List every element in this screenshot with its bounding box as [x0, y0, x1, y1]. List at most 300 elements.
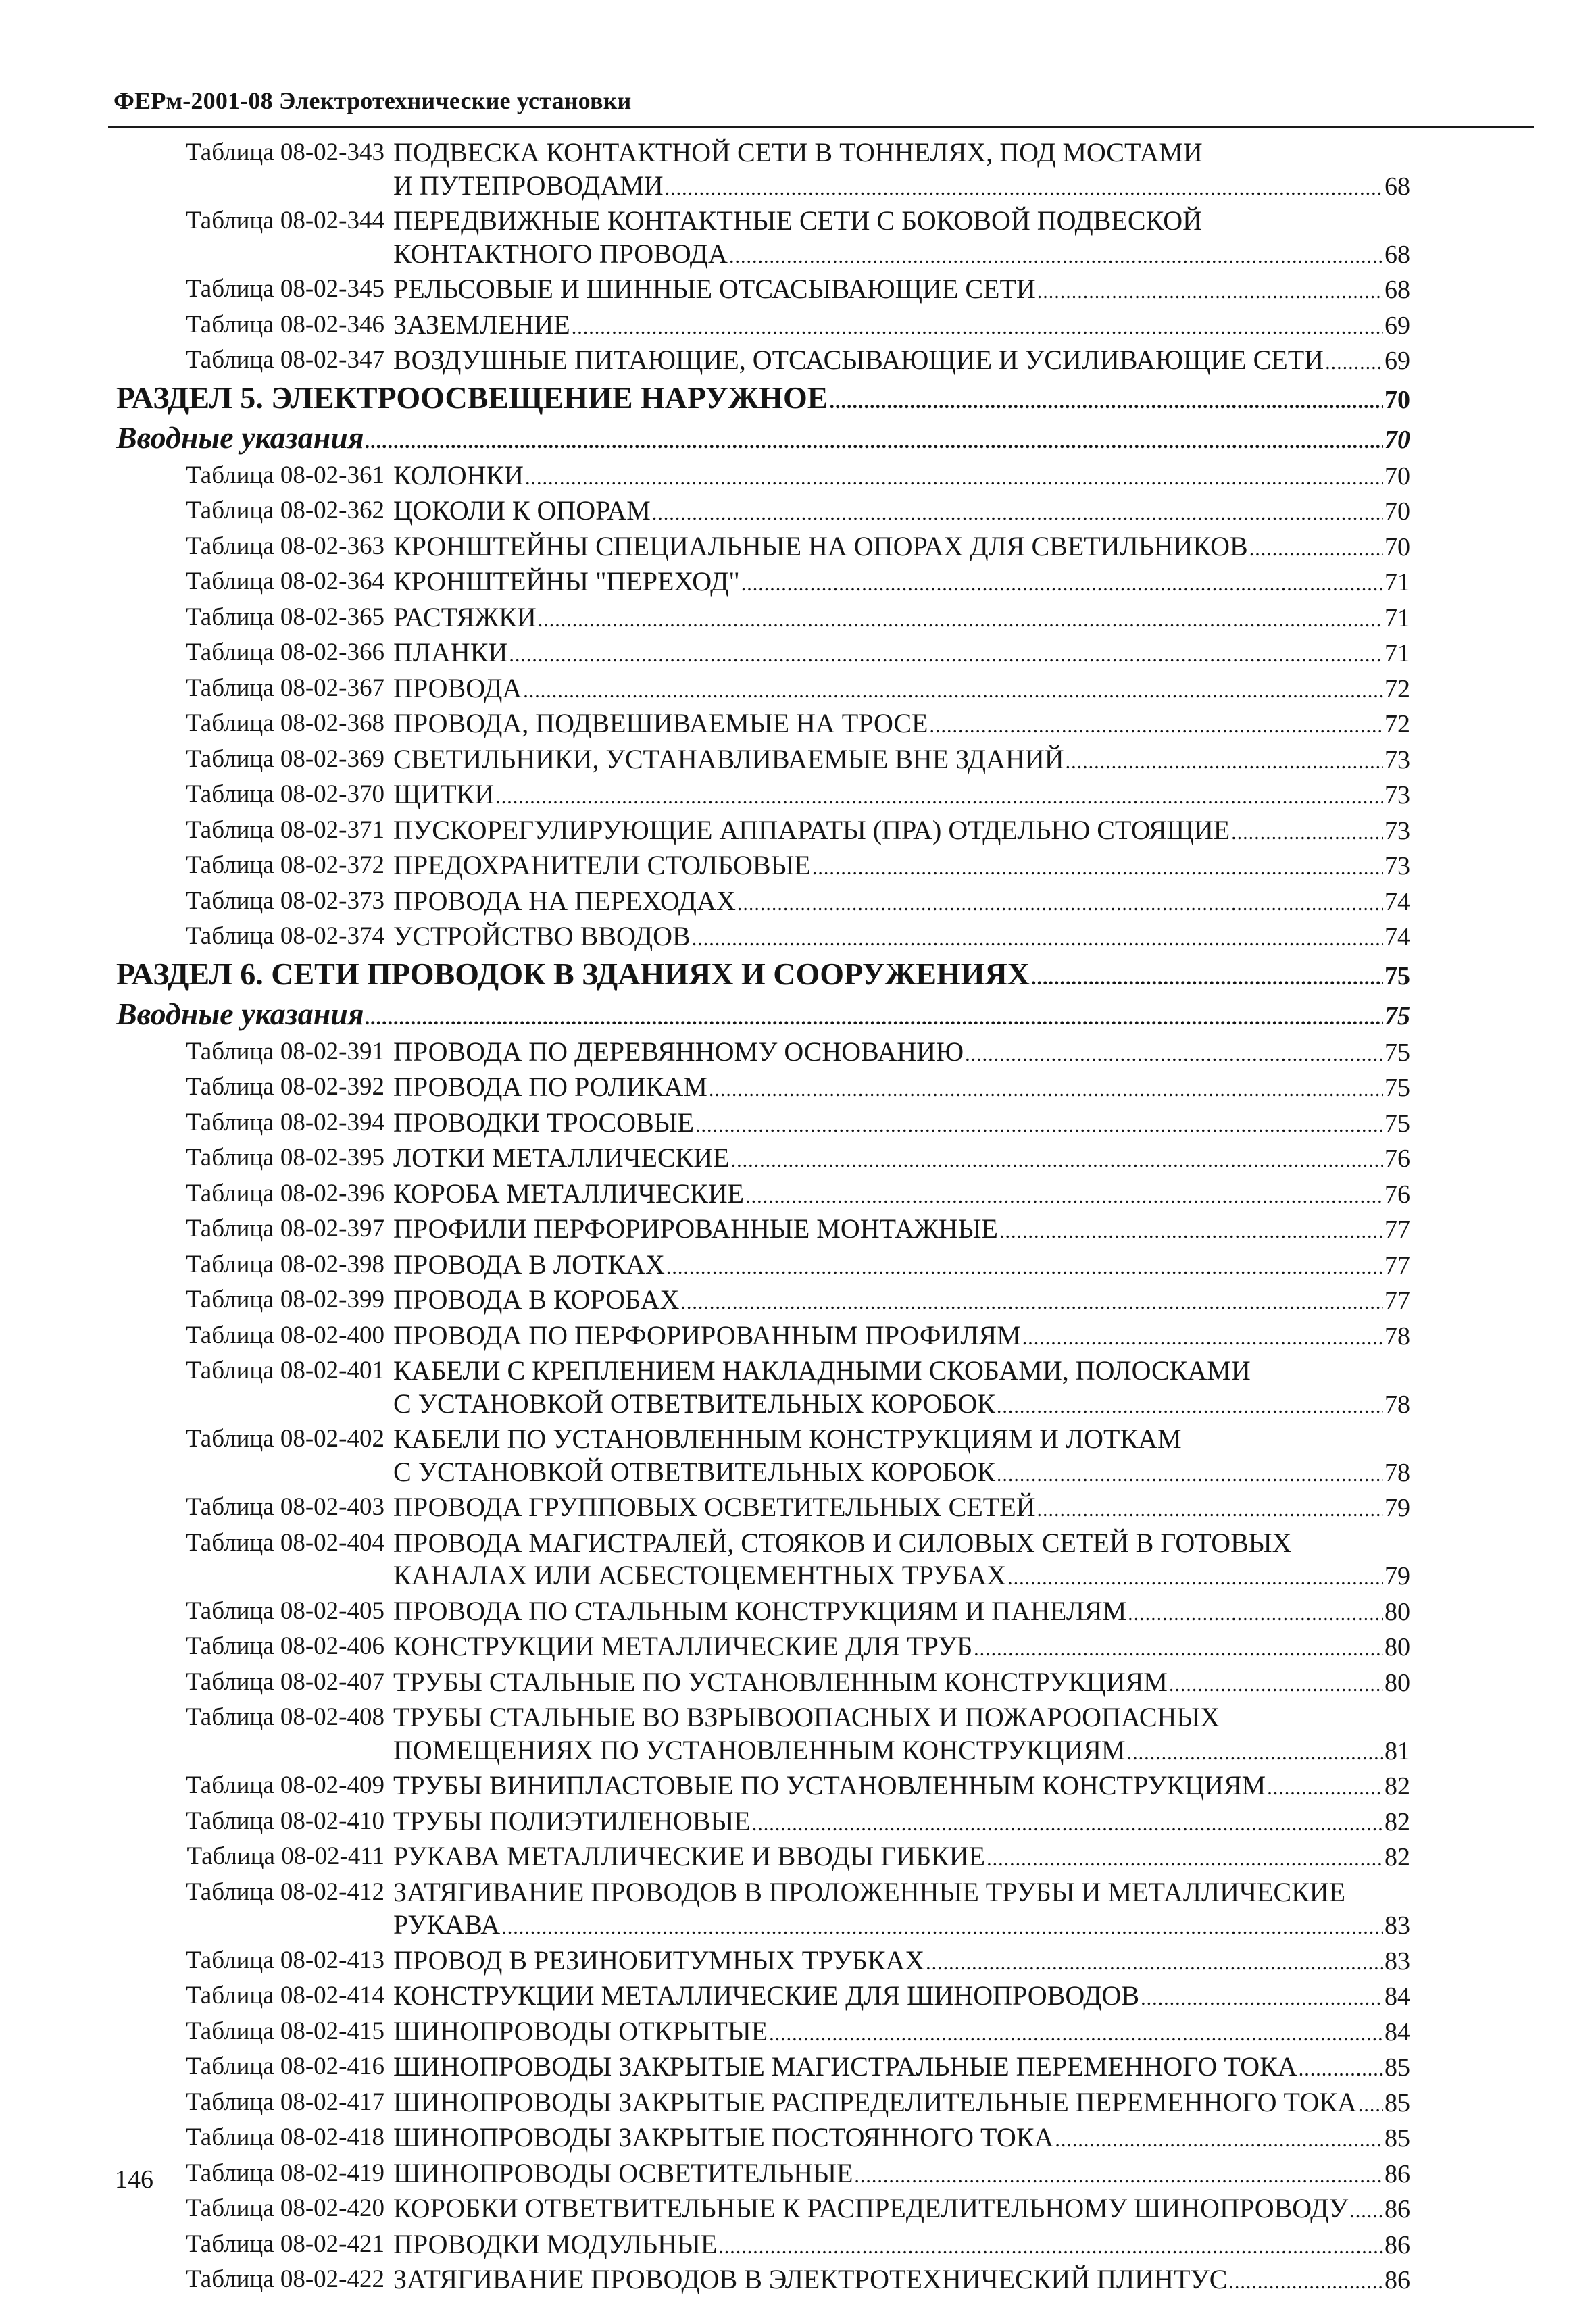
toc-page-number: 75 [1385, 1001, 1410, 1030]
toc-page-number: 83 [1385, 1946, 1410, 1976]
toc-table-number: Таблица 08-02-409 [186, 1771, 384, 1799]
toc-table-number: Таблица 08-02-407 [186, 1667, 384, 1696]
dot-leader [665, 172, 1383, 205]
toc-entry [116, 1701, 1410, 1769]
toc-entry-line [393, 344, 1410, 380]
toc-page-number: 70 [1385, 532, 1410, 561]
toc-entry [116, 2192, 1410, 2228]
toc-entry [116, 885, 1410, 921]
toc-entry-line [393, 1142, 1410, 1178]
toc-entry-line [393, 601, 1410, 637]
toc-table-number: Таблица 08-02-345 [186, 275, 384, 303]
toc-entry [116, 495, 1410, 530]
toc-table-number: Таблица 08-02-369 [186, 745, 384, 773]
toc-entry-body [393, 2228, 1410, 2264]
toc-table-number: Таблица 08-02-365 [186, 603, 384, 631]
toc-entry-title: ТРУБЫ ВИНИПЛАСТОВЫЕ ПО УСТАНОВЛЕННЫМ КОНСТРУКЦИЯМ [393, 1770, 1266, 1801]
toc-entry-line [393, 565, 1410, 601]
toc-entry-line [393, 273, 1410, 309]
toc-section-heading [116, 956, 1410, 997]
toc-entry [116, 1666, 1410, 1702]
toc-entry-title: ПОМЕЩЕНИЯХ ПО УСТАНОВЛЕННЫМ КОНСТРУКЦИЯМ [393, 1734, 1126, 1765]
toc-entry-title: КОНСТРУКЦИИ МЕТАЛЛИЧЕСКИЕ ДЛЯ ШИНОПРОВОДОВ [393, 1980, 1140, 2011]
toc-table-number: Таблица 08-02-417 [186, 2088, 384, 2116]
toc-table-number: Таблица 08-02-397 [186, 1215, 384, 1242]
toc-entry-title: ЗАТЯГИВАНИЕ ПРОВОДОВ В ПРОЛОЖЕННЫЕ ТРУБЫ И МЕТАЛЛИЧЕСКИЕ [393, 1876, 1346, 1907]
toc-entry-body [393, 778, 1410, 814]
toc-entry [116, 707, 1410, 743]
toc-entry-line [393, 205, 1410, 238]
toc-entry-line [393, 1319, 1410, 1355]
toc-table-number: Таблица 08-02-344 [186, 207, 384, 234]
toc-entry [116, 2086, 1410, 2122]
dot-leader [745, 1180, 1383, 1213]
toc-entry-line [393, 2192, 1410, 2228]
toc-entry-line [393, 1178, 1410, 1213]
toc-entry-body [393, 885, 1410, 921]
toc-entry-title: ТРУБЫ СТАЛЬНЫЕ ПО УСТАНОВЛЕННЫМ КОНСТРУКЦИЯМ [393, 1666, 1168, 1697]
toc-page-number: 68 [1385, 276, 1410, 304]
toc-entry-body [393, 849, 1410, 885]
toc-page-number: 69 [1385, 347, 1410, 375]
toc-page-number: 86 [1385, 2159, 1410, 2188]
toc-entry-line [393, 849, 1410, 885]
toc-entry-title: ТРУБЫ СТАЛЬНЫЕ ВО ВЗРЫВООПАСНЫХ И ПОЖАРООПАСНЫХ [393, 1702, 1220, 1732]
toc-page-number: 73 [1385, 852, 1410, 880]
toc-page-number: 85 [1385, 2088, 1410, 2117]
toc-entry-body [116, 420, 1410, 459]
toc-entry-title: ПЕРЕДВИЖНЫЕ КОНТАКТНЫЕ СЕТИ С БОКОВОЙ ПОДВЕСКОЙ [393, 205, 1203, 236]
toc-entry-body [393, 1980, 1410, 2015]
toc-entry-body [393, 136, 1410, 205]
toc-entry-line [116, 420, 1410, 459]
toc-entry-title: ЛОТКИ МЕТАЛЛИЧЕСКИЕ [393, 1142, 730, 1173]
toc-table-number: Таблица 08-02-400 [186, 1321, 384, 1349]
toc-entry-body [393, 309, 1410, 345]
toc-entry [116, 1527, 1410, 1595]
toc-page-number: 74 [1385, 887, 1410, 916]
toc-entry [116, 1284, 1410, 1319]
toc-entry-line [393, 1769, 1410, 1805]
toc-intro-heading [116, 997, 1410, 1036]
toc-entry [116, 1071, 1410, 1107]
toc-entry-body [393, 601, 1410, 637]
toc-entry-line [393, 778, 1410, 814]
toc-entry-body [393, 1423, 1410, 1491]
toc-page-number: 86 [1385, 2230, 1410, 2259]
toc-page-number: 74 [1385, 923, 1410, 951]
toc-entry-body [393, 344, 1410, 380]
toc-entry [116, 1595, 1410, 1631]
toc-entry-line [393, 2263, 1410, 2299]
toc-entry [116, 1630, 1410, 1666]
table-of-contents [116, 136, 1410, 2299]
toc-entry-line [393, 707, 1410, 743]
toc-entry-line [393, 1734, 1410, 1770]
toc-page-number: 70 [1385, 497, 1410, 526]
toc-entry-line [393, 2121, 1410, 2157]
toc-entry [116, 1213, 1410, 1249]
toc-page-number: 76 [1385, 1180, 1410, 1209]
dot-leader [709, 1074, 1383, 1107]
toc-page-number: 83 [1385, 1911, 1410, 1940]
toc-entry-title: КАНАЛАХ ИЛИ АСБЕСТОЦЕМЕНТНЫХ ТРУБАХ [393, 1560, 1007, 1590]
toc-entry-title: КОНСТРУКЦИИ МЕТАЛЛИЧЕСКИЕ ДЛЯ ТРУБ [393, 1631, 973, 1661]
dot-leader [854, 2160, 1383, 2193]
toc-entry-title: ПРОВОДА ПО СТАЛЬНЫМ КОНСТРУКЦИЯМ И ПАНЕЛЯМ [393, 1595, 1127, 1626]
toc-entry [116, 1178, 1410, 1213]
dot-leader [929, 710, 1383, 743]
toc-entry-title: ПРОВОДА ПО ДЕРЕВЯННОМУ ОСНОВАНИЮ [393, 1036, 964, 1067]
dot-leader [997, 1390, 1383, 1424]
toc-entry [116, 1840, 1410, 1876]
toc-entry-title: ПРОВОДА В КОРОБАХ [393, 1284, 680, 1315]
toc-table-number: Таблица 08-02-394 [186, 1108, 384, 1136]
toc-page-number: 78 [1385, 1458, 1410, 1487]
toc-entry-line [393, 238, 1410, 274]
dot-leader [769, 2018, 1383, 2051]
toc-page-number: 73 [1385, 781, 1410, 809]
toc-entry-body [393, 2121, 1410, 2157]
dot-leader [1022, 1322, 1383, 1355]
toc-entry-body [393, 1666, 1410, 1702]
toc-entry-title: ЩИТКИ [393, 779, 495, 809]
toc-entry-title: ПРЕДОХРАНИТЕЛИ СТОЛБОВЫЕ [393, 850, 811, 880]
toc-page-number: 71 [1385, 603, 1410, 632]
dot-leader [1228, 2266, 1383, 2299]
toc-table-number: Таблица 08-02-406 [186, 1632, 384, 1660]
dot-leader [741, 568, 1383, 601]
toc-table-number: Таблица 08-02-412 [186, 1878, 384, 1906]
toc-entry [116, 601, 1410, 637]
toc-entry-line [393, 170, 1410, 205]
dot-leader [501, 1911, 1383, 1944]
toc-entry [116, 1491, 1410, 1527]
toc-table-number: Таблица 08-02-419 [186, 2159, 384, 2187]
toc-entry-line [393, 1559, 1410, 1595]
dot-leader [999, 1215, 1383, 1249]
toc-entry [116, 1319, 1410, 1355]
dot-leader [1055, 2124, 1383, 2157]
toc-entry [116, 2157, 1410, 2193]
dot-leader [1037, 1494, 1383, 1527]
toc-page-number: 78 [1385, 1322, 1410, 1351]
dot-leader [1141, 1982, 1383, 2015]
toc-entry-line [393, 1249, 1410, 1284]
toc-entry-body [393, 1840, 1410, 1876]
toc-entry-body [393, 1769, 1410, 1805]
header-rule [108, 126, 1534, 128]
toc-entry-line [393, 636, 1410, 672]
toc-entry-body [393, 2192, 1410, 2228]
toc-page-number: 84 [1385, 1982, 1410, 2011]
toc-entry-body [393, 1595, 1410, 1631]
dot-leader [718, 2231, 1383, 2264]
toc-entry-line [393, 1491, 1410, 1527]
toc-entry-body [116, 380, 1410, 420]
toc-entry-body [393, 1319, 1410, 1355]
toc-intro-heading [116, 420, 1410, 459]
toc-entry-title: РУКАВА МЕТАЛЛИЧЕСКИЕ И ВВОДЫ ГИБКИЕ [393, 1841, 986, 1871]
toc-entry-body [393, 1527, 1410, 1595]
toc-page-number: 71 [1385, 639, 1410, 668]
toc-page-number: 80 [1385, 1633, 1410, 1661]
toc-entry-title: РАЗДЕЛ 5. ЭЛЕКТРООСВЕЩЕНИЕ НАРУЖНОЕ [116, 380, 828, 415]
toc-entry-body [393, 1876, 1410, 1944]
toc-entry-title: ШИНОПРОВОДЫ ОТКРЫТЫЕ [393, 2015, 768, 2046]
toc-entry [116, 2051, 1410, 2086]
toc-page-number: 73 [1385, 816, 1410, 845]
toc-entry [116, 920, 1410, 956]
toc-entry-line [393, 309, 1410, 345]
toc-entry-title: КАБЕЛИ С КРЕПЛЕНИЕМ НАКЛАДНЫМИ СКОБАМИ, ПОЛОСКАМИ [393, 1355, 1251, 1386]
toc-section-heading [116, 380, 1410, 420]
toc-table-number: Таблица 08-02-398 [186, 1250, 384, 1278]
toc-page-number: 73 [1385, 745, 1410, 774]
toc-table-number: Таблица 08-02-395 [186, 1144, 384, 1172]
toc-page-number: 75 [1385, 1038, 1410, 1067]
dot-leader [572, 311, 1383, 345]
toc-page-number: 71 [1385, 568, 1410, 597]
toc-entry-title: С УСТАНОВКОЙ ОТВЕТВИТЕЛЬНЫХ КОРОБОК [393, 1456, 995, 1487]
toc-entry-body [393, 1249, 1410, 1284]
toc-entry-title: КОРОБКИ ОТВЕТВИТЕЛЬНЫЕ К РАСПРЕДЕЛИТЕЛЬНОМУ ШИНОПРОВОДУ [393, 2193, 1349, 2223]
toc-entry-title: РАСТЯЖКИ [393, 601, 537, 632]
toc-entry-line [393, 672, 1410, 708]
toc-entry-title: ЦОКОЛИ К ОПОРАМ [393, 495, 651, 526]
toc-page-number: 77 [1385, 1215, 1410, 1244]
dot-leader [1007, 1562, 1383, 1595]
toc-entry-line [393, 1107, 1410, 1142]
toc-entry [116, 1142, 1410, 1178]
toc-entry [116, 459, 1410, 495]
toc-entry-line [393, 530, 1410, 566]
toc-entry-title: ЗАЗЕМЛЕНИЕ [393, 309, 570, 340]
toc-entry-body [393, 814, 1410, 850]
toc-entry-title: УСТРОЙСТВО ВВОДОВ [393, 921, 691, 951]
toc-entry-title: ПРОВОДА ПО РОЛИКАМ [393, 1072, 707, 1102]
toc-table-number: Таблица 08-02-413 [186, 1946, 384, 1974]
toc-entry-body [393, 1630, 1410, 1666]
toc-page-number: 80 [1385, 1597, 1410, 1626]
toc-entry-body [393, 1701, 1410, 1769]
toc-entry-line [393, 2157, 1410, 2193]
toc-table-number: Таблица 08-02-372 [186, 851, 384, 879]
dot-leader [1325, 347, 1383, 380]
toc-entry-line [393, 1213, 1410, 1249]
toc-entry-title: КРОНШТЕЙНЫ СПЕЦИАЛЬНЫЕ НА ОПОРАХ ДЛЯ СВЕТИЛЬНИКОВ [393, 530, 1248, 561]
toc-entry [116, 1107, 1410, 1142]
toc-entry-body [393, 495, 1410, 530]
toc-table-number: Таблица 08-02-396 [186, 1179, 384, 1207]
toc-entry-body [393, 1036, 1410, 1072]
toc-entry [116, 814, 1410, 850]
toc-table-number: Таблица 08-02-347 [186, 346, 384, 374]
toc-entry-title: ПЛАНКИ [393, 637, 508, 668]
toc-page-number: 85 [1385, 2124, 1410, 2153]
toc-table-number: Таблица 08-02-402 [186, 1425, 384, 1453]
toc-page-number: 82 [1385, 1807, 1410, 1836]
toc-entry [116, 344, 1410, 380]
toc-entry-title: ВОЗДУШНЫЕ ПИТАЮЩИЕ, ОТСАСЫВАЮЩИЕ И УСИЛИВАЮЩИЕ СЕТИ [393, 345, 1324, 375]
toc-entry-line [393, 920, 1410, 956]
toc-table-number: Таблица 08-02-346 [186, 310, 384, 338]
dot-leader [1267, 1772, 1383, 1805]
toc-entry [116, 1355, 1410, 1423]
dot-leader [366, 424, 1383, 459]
dot-leader [965, 1038, 1383, 1072]
toc-table-number: Таблица 08-02-363 [186, 532, 384, 560]
toc-entry-line [393, 1527, 1410, 1560]
toc-entry-line [393, 1980, 1410, 2015]
toc-page-number: 70 [1385, 385, 1410, 414]
toc-entry [116, 136, 1410, 205]
toc-page-number: 68 [1385, 172, 1410, 201]
toc-entry-line [393, 1388, 1410, 1424]
toc-entry-title: ПУСКОРЕГУЛИРУЮЩИЕ АППАРАТЫ (ПРА) ОТДЕЛЬНО СТОЯЩИЕ [393, 814, 1230, 845]
toc-page-number: 75 [1385, 1074, 1410, 1102]
dot-leader [729, 241, 1383, 274]
toc-entry-title: ШИНОПРОВОДЫ ОСВЕТИТЕЛЬНЫЕ [393, 2157, 853, 2188]
toc-entry-line [393, 1840, 1410, 1876]
toc-entry-title: СВЕТИЛЬНИКИ, УСТАНАВЛИВАЕМЫЕ ВНЕ ЗДАНИЙ [393, 743, 1064, 774]
dot-leader [731, 1145, 1383, 1178]
toc-entry-line [393, 495, 1410, 530]
toc-page-number: 84 [1385, 2017, 1410, 2046]
toc-table-number: Таблица 08-02-410 [186, 1807, 384, 1835]
toc-table-number: Таблица 08-02-361 [186, 461, 384, 489]
toc-table-number: Таблица 08-02-401 [186, 1357, 384, 1384]
toc-table-number: Таблица 08-02-403 [186, 1493, 384, 1521]
toc-entry-line [393, 1284, 1410, 1319]
toc-table-number: Таблица 08-02-422 [186, 2265, 384, 2293]
toc-entry-body [393, 920, 1410, 956]
dot-leader [997, 1459, 1383, 1492]
toc-entry-line [393, 1630, 1410, 1666]
toc-table-number: Таблица 08-02-418 [186, 2123, 384, 2151]
toc-entry-line [393, 814, 1410, 850]
toc-page-number: 78 [1385, 1390, 1410, 1419]
toc-table-number: Таблица 08-02-408 [186, 1703, 384, 1731]
dot-leader [525, 462, 1383, 495]
toc-page-number: 85 [1385, 2053, 1410, 2082]
dot-leader [495, 781, 1383, 814]
toc-entry-body [393, 2015, 1410, 2051]
toc-table-number: Таблица 08-02-373 [186, 886, 384, 915]
toc-entry-line [393, 1456, 1410, 1492]
running-header: ФЕРм-2001-08 Электротехнические установки [114, 87, 632, 114]
toc-page-number: 81 [1385, 1736, 1410, 1765]
toc-page-number: 86 [1385, 2195, 1410, 2223]
toc-entry-body [393, 1142, 1410, 1178]
toc-entry-line [393, 1423, 1410, 1456]
toc-entry-line [393, 1805, 1410, 1841]
toc-entry-line [393, 1071, 1410, 1107]
toc-entry-line [393, 743, 1410, 779]
toc-table-number: Таблица 08-02-392 [186, 1073, 384, 1101]
toc-page-number: 86 [1385, 2266, 1410, 2294]
toc-page-number: 69 [1385, 311, 1410, 340]
toc-entry-line [393, 2228, 1410, 2264]
dot-leader [666, 1251, 1383, 1284]
toc-entry [116, 672, 1410, 708]
toc-entry-body [393, 1355, 1410, 1423]
toc-page-number: 75 [1385, 961, 1410, 990]
toc-entry-body [393, 1213, 1410, 1249]
toc-entry [116, 1876, 1410, 1944]
toc-table-number: Таблица 08-02-374 [186, 922, 384, 950]
toc-entry-body [393, 743, 1410, 779]
toc-table-number: Таблица 08-02-415 [186, 2017, 384, 2045]
dot-leader [1358, 2089, 1383, 2122]
toc-entry-title: ШИНОПРОВОДЫ ЗАКРЫТЫЕ ПОСТОЯННОГО ТОКА [393, 2122, 1054, 2153]
toc-page-number: 82 [1385, 1772, 1410, 1801]
toc-entry-title: ШИНОПРОВОДЫ ЗАКРЫТЫЕ РАСПРЕДЕЛИТЕЛЬНЫЕ ПЕРЕМЕННОГО ТОКА [393, 2086, 1357, 2117]
toc-entry [116, 636, 1410, 672]
toc-entry-title: ПРОВОДКИ ТРОСОВЫЕ [393, 1107, 695, 1138]
toc-entry-line [116, 380, 1410, 420]
dot-leader [1169, 1669, 1383, 1702]
dot-leader [812, 852, 1383, 885]
toc-entry-line [393, 1876, 1410, 1909]
toc-entry [116, 1944, 1410, 1980]
toc-entry-title: ПРОВОДКИ МОДУЛЬНЫЕ [393, 2228, 718, 2259]
dot-leader [752, 1808, 1383, 1841]
toc-entry [116, 1980, 1410, 2015]
toc-entry-body [393, 1107, 1410, 1142]
toc-entry-line [393, 1701, 1410, 1734]
toc-entry-body [116, 997, 1410, 1036]
toc-table-number: Таблица 08-02-366 [186, 638, 384, 666]
toc-entry-title: Вводные указания [116, 420, 364, 455]
toc-entry-title: ПРОВОДА МАГИСТРАЛЕЙ, СТОЯКОВ И СИЛОВЫХ СЕТЕЙ В ГОТОВЫХ [393, 1527, 1292, 1558]
toc-entry-title: ТРУБЫ ПОЛИЭТИЛЕНОВЫЕ [393, 1805, 751, 1836]
toc-entry-body [393, 530, 1410, 566]
toc-entry [116, 2015, 1410, 2051]
dot-leader [737, 888, 1383, 921]
toc-table-number: Таблица 08-02-421 [186, 2230, 384, 2258]
toc-entry-title: КАБЕЛИ ПО УСТАНОВЛЕННЫМ КОНСТРУКЦИЯМ И ЛОТКАМ [393, 1424, 1182, 1454]
toc-table-number: Таблица 08-02-391 [186, 1037, 384, 1065]
toc-entry-body [393, 2086, 1410, 2122]
toc-entry-title: ЗАТЯГИВАНИЕ ПРОВОДОВ В ЭЛЕКТРОТЕХНИЧЕСКИЙ ПЛИНТУС [393, 2264, 1228, 2294]
dot-leader [1299, 2053, 1383, 2086]
toc-entry-body [393, 565, 1410, 601]
dot-leader [974, 1633, 1383, 1666]
toc-entry-title: ПРОФИЛИ ПЕРФОРИРОВАННЫЕ МОНТАЖНЫЕ [393, 1213, 998, 1244]
toc-entry-body [393, 707, 1410, 743]
toc-table-number: Таблица 08-02-367 [186, 674, 384, 702]
toc-table-number: Таблица 08-02-420 [186, 2194, 384, 2222]
toc-entry-line [393, 1944, 1410, 1980]
toc-entry-line [116, 997, 1410, 1036]
toc-entry-title: ПРОВОДА, ПОДВЕШИВАЕМЫЕ НА ТРОСЕ [393, 708, 928, 738]
toc-table-number: Таблица 08-02-414 [186, 1982, 384, 2009]
toc-entry-line [393, 1355, 1410, 1388]
toc-page-number: 70 [1385, 425, 1410, 454]
toc-entry [116, 778, 1410, 814]
toc-table-number: Таблица 08-02-399 [186, 1286, 384, 1313]
toc-page-number: 82 [1385, 1843, 1410, 1871]
toc-entry-body [393, 273, 1410, 309]
toc-entry [116, 1249, 1410, 1284]
dot-leader [652, 497, 1383, 530]
toc-table-number: Таблица 08-02-371 [186, 815, 384, 844]
toc-entry-title: ПОДВЕСКА КОНТАКТНОЙ СЕТИ В ТОННЕЛЯХ, ПОД МОСТАМИ [393, 137, 1203, 168]
dot-leader [1066, 746, 1383, 779]
toc-entry-title: РАЗДЕЛ 6. СЕТИ ПРОВОДОК В ЗДАНИЯХ И СООРУЖЕНИЯХ [116, 956, 1030, 991]
toc-entry-body [393, 672, 1410, 708]
